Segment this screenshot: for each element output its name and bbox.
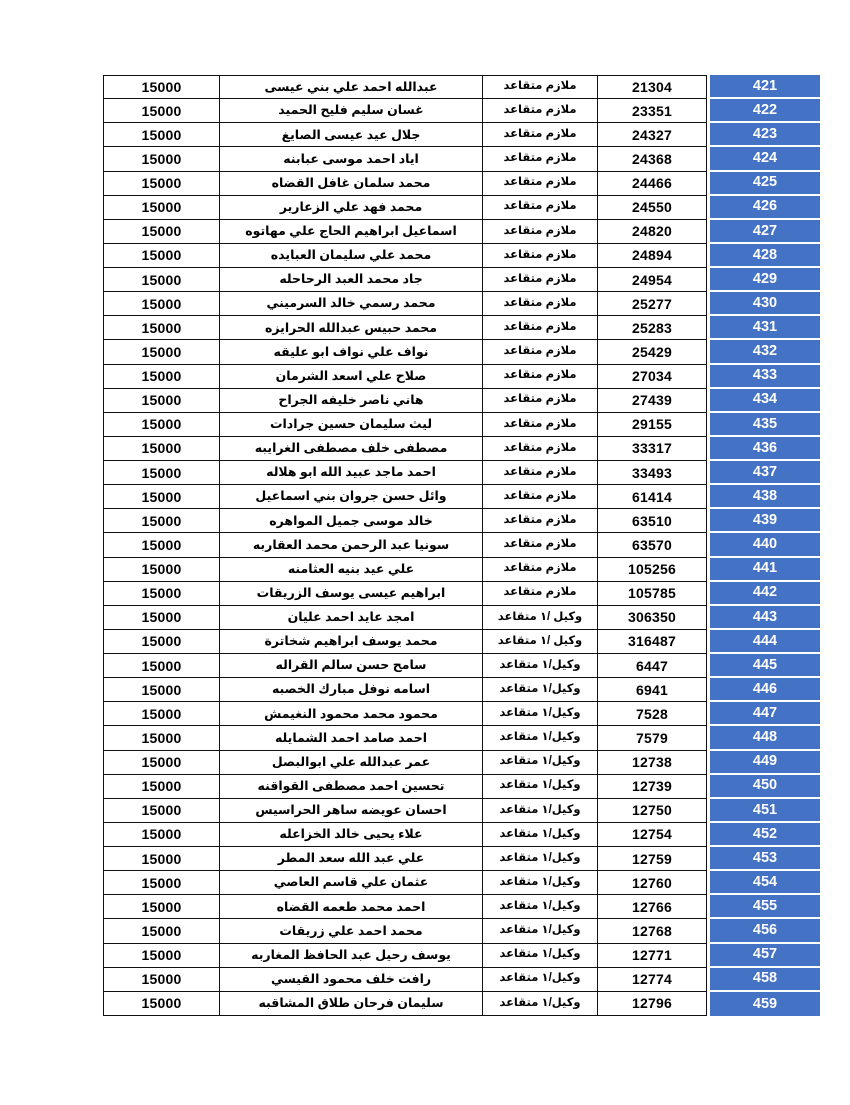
amount-cell: 15000 <box>103 389 219 413</box>
row-index-cell: 433 <box>710 365 820 389</box>
table-row <box>103 389 820 413</box>
rank-cell: وكيل/١ متقاعد <box>482 654 597 678</box>
table-row <box>103 437 820 461</box>
amount-cell: 15000 <box>103 75 219 99</box>
number-cell: 21304 <box>597 75 707 99</box>
row-index-cell: 421 <box>710 75 820 99</box>
rank-cell: وكيل/١ متقاعد <box>482 702 597 726</box>
row-index-cell: 457 <box>710 944 820 968</box>
table-row <box>103 678 820 702</box>
table-row <box>103 606 820 630</box>
rank-cell: ملازم متقاعد <box>482 196 597 220</box>
row-index-cell: 432 <box>710 340 820 364</box>
amount-cell: 15000 <box>103 630 219 654</box>
amount-cell: 15000 <box>103 123 219 147</box>
name-cell: علي عبد الله سعد المطر <box>219 847 482 871</box>
number-cell: 12796 <box>597 992 707 1016</box>
number-cell: 23351 <box>597 99 707 123</box>
number-cell: 12754 <box>597 823 707 847</box>
name-cell: جاد محمد العبد الرحاحله <box>219 268 482 292</box>
amount-cell: 15000 <box>103 726 219 750</box>
amount-cell: 15000 <box>103 847 219 871</box>
row-index-cell: 435 <box>710 413 820 437</box>
amount-cell: 15000 <box>103 799 219 823</box>
amount-cell: 15000 <box>103 99 219 123</box>
rank-cell: ملازم متقاعد <box>482 268 597 292</box>
name-cell: ليث سليمان حسين جرادات <box>219 413 482 437</box>
rank-cell: ملازم متقاعد <box>482 123 597 147</box>
table-row <box>103 944 820 968</box>
row-index-cell: 444 <box>710 630 820 654</box>
amount-cell: 15000 <box>103 678 219 702</box>
number-cell: 27439 <box>597 389 707 413</box>
rank-cell: ملازم متقاعد <box>482 172 597 196</box>
number-cell: 12750 <box>597 799 707 823</box>
table-row <box>103 365 820 389</box>
rank-cell: ملازم متقاعد <box>482 582 597 606</box>
row-index-cell: 426 <box>710 196 820 220</box>
number-cell: 24466 <box>597 172 707 196</box>
row-index-cell: 450 <box>710 775 820 799</box>
table-row <box>103 582 820 606</box>
amount-cell: 15000 <box>103 461 219 485</box>
table-row <box>103 123 820 147</box>
row-index-cell: 440 <box>710 533 820 557</box>
rank-cell: وكيل/١ متقاعد <box>482 968 597 992</box>
row-index-cell: 430 <box>710 292 820 316</box>
rank-cell: ملازم متقاعد <box>482 244 597 268</box>
name-cell: سونيا عبد الرحمن محمد العقاربه <box>219 533 482 557</box>
number-cell: 7579 <box>597 726 707 750</box>
table-row <box>103 461 820 485</box>
amount-cell: 15000 <box>103 340 219 364</box>
amount-cell: 15000 <box>103 172 219 196</box>
name-cell: عثمان علي قاسم العاصي <box>219 871 482 895</box>
row-index-cell: 449 <box>710 751 820 775</box>
rank-cell: ملازم متقاعد <box>482 99 597 123</box>
rank-cell: وكيل/١ متقاعد <box>482 871 597 895</box>
table-row <box>103 871 820 895</box>
amount-cell: 15000 <box>103 196 219 220</box>
number-cell: 24327 <box>597 123 707 147</box>
name-cell: ابراهيم عيسى يوسف الزريقات <box>219 582 482 606</box>
number-cell: 33493 <box>597 461 707 485</box>
row-index-cell: 453 <box>710 847 820 871</box>
retirees-table <box>103 75 820 1016</box>
table-row <box>103 533 820 557</box>
amount-cell: 15000 <box>103 220 219 244</box>
table-row <box>103 292 820 316</box>
row-index-cell: 428 <box>710 244 820 268</box>
table-row <box>103 726 820 750</box>
number-cell: 24820 <box>597 220 707 244</box>
rank-cell: وكيل /١ متقاعد <box>482 630 597 654</box>
name-cell: علي عيد بنيه العثامنه <box>219 558 482 582</box>
amount-cell: 15000 <box>103 437 219 461</box>
number-cell: 27034 <box>597 365 707 389</box>
amount-cell: 15000 <box>103 413 219 437</box>
table-row <box>103 558 820 582</box>
name-cell: محمد يوسف ابراهيم شخاترة <box>219 630 482 654</box>
number-cell: 105256 <box>597 558 707 582</box>
number-cell: 306350 <box>597 606 707 630</box>
row-index-cell: 424 <box>710 147 820 171</box>
row-index-cell: 451 <box>710 799 820 823</box>
name-cell: امجد عايد احمد عليان <box>219 606 482 630</box>
amount-cell: 15000 <box>103 268 219 292</box>
table-row <box>103 702 820 726</box>
row-index-cell: 446 <box>710 678 820 702</box>
number-cell: 24550 <box>597 196 707 220</box>
name-cell: محمد احمد علي زريقات <box>219 919 482 943</box>
name-cell: عبدالله احمد علي بني عيسى <box>219 75 482 99</box>
rank-cell: وكيل/١ متقاعد <box>482 944 597 968</box>
amount-cell: 15000 <box>103 147 219 171</box>
amount-cell: 15000 <box>103 244 219 268</box>
name-cell: احمد محمد طعمه القضاه <box>219 895 482 919</box>
table-row <box>103 751 820 775</box>
rank-cell: وكيل/١ متقاعد <box>482 726 597 750</box>
amount-cell: 15000 <box>103 485 219 509</box>
name-cell: غسان سليم فليح الحميد <box>219 99 482 123</box>
number-cell: 24368 <box>597 147 707 171</box>
name-cell: جلال عيد عيسى الصايغ <box>219 123 482 147</box>
name-cell: مصطفى خلف مصطفى الغرايبه <box>219 437 482 461</box>
rank-cell: وكيل/١ متقاعد <box>482 919 597 943</box>
amount-cell: 15000 <box>103 944 219 968</box>
number-cell: 61414 <box>597 485 707 509</box>
number-cell: 12738 <box>597 751 707 775</box>
amount-cell: 15000 <box>103 365 219 389</box>
number-cell: 12774 <box>597 968 707 992</box>
number-cell: 12766 <box>597 895 707 919</box>
rank-cell: ملازم متقاعد <box>482 558 597 582</box>
table-row <box>103 485 820 509</box>
table-row <box>103 919 820 943</box>
name-cell: محمود محمد محمود النغيمش <box>219 702 482 726</box>
rank-cell: ملازم متقاعد <box>482 509 597 533</box>
amount-cell: 15000 <box>103 509 219 533</box>
row-index-cell: 441 <box>710 558 820 582</box>
name-cell: يوسف رحيل عبد الحافظ المغاربه <box>219 944 482 968</box>
number-cell: 6447 <box>597 654 707 678</box>
table-row <box>103 799 820 823</box>
row-index-cell: 456 <box>710 919 820 943</box>
rank-cell: وكيل/١ متقاعد <box>482 799 597 823</box>
table-row <box>103 316 820 340</box>
table-row <box>103 340 820 364</box>
rank-cell: ملازم متقاعد <box>482 75 597 99</box>
number-cell: 25283 <box>597 316 707 340</box>
number-cell: 29155 <box>597 413 707 437</box>
amount-cell: 15000 <box>103 775 219 799</box>
name-cell: عمر عبدالله علي ابوالبصل <box>219 751 482 775</box>
number-cell: 24894 <box>597 244 707 268</box>
amount-cell: 15000 <box>103 992 219 1016</box>
name-cell: وائل حسن جروان بني اسماعيل <box>219 485 482 509</box>
table-row <box>103 847 820 871</box>
name-cell: محمد علي سليمان العبايده <box>219 244 482 268</box>
table-row <box>103 196 820 220</box>
name-cell: احمد ماجد عبيد الله ابو هلاله <box>219 461 482 485</box>
rank-cell: ملازم متقاعد <box>482 147 597 171</box>
rank-cell: ملازم متقاعد <box>482 340 597 364</box>
rank-cell: وكيل/١ متقاعد <box>482 895 597 919</box>
row-index-cell: 429 <box>710 268 820 292</box>
number-cell: 7528 <box>597 702 707 726</box>
rank-cell: ملازم متقاعد <box>482 365 597 389</box>
name-cell: علاء يحيى خالد الخزاعله <box>219 823 482 847</box>
number-cell: 25429 <box>597 340 707 364</box>
rank-cell: ملازم متقاعد <box>482 461 597 485</box>
amount-cell: 15000 <box>103 895 219 919</box>
name-cell: خالد موسى جميل المواهره <box>219 509 482 533</box>
row-index-cell: 422 <box>710 99 820 123</box>
name-cell: هاني ناصر خليفه الجراح <box>219 389 482 413</box>
number-cell: 12759 <box>597 847 707 871</box>
row-index-cell: 458 <box>710 968 820 992</box>
name-cell: محمد فهد علي الزعارير <box>219 196 482 220</box>
table-row <box>103 75 820 99</box>
number-cell: 6941 <box>597 678 707 702</box>
name-cell: صلاح علي اسعد الشرمان <box>219 365 482 389</box>
rank-cell: وكيل/١ متقاعد <box>482 751 597 775</box>
number-cell: 316487 <box>597 630 707 654</box>
row-index-cell: 438 <box>710 485 820 509</box>
row-index-cell: 445 <box>710 654 820 678</box>
rank-cell: ملازم متقاعد <box>482 533 597 557</box>
name-cell: تحسين احمد مصطفى القواقنه <box>219 775 482 799</box>
table-row <box>103 630 820 654</box>
rank-cell: وكيل /١ متقاعد <box>482 606 597 630</box>
rank-cell: وكيل/١ متقاعد <box>482 823 597 847</box>
number-cell: 63570 <box>597 533 707 557</box>
rank-cell: وكيل/١ متقاعد <box>482 678 597 702</box>
table-row <box>103 99 820 123</box>
row-index-cell: 448 <box>710 726 820 750</box>
table-row <box>103 413 820 437</box>
amount-cell: 15000 <box>103 582 219 606</box>
number-cell: 12739 <box>597 775 707 799</box>
name-cell: اسماعيل ابراهيم الحاج علي مهاتوه <box>219 220 482 244</box>
name-cell: محمد رسمي خالد السرميني <box>219 292 482 316</box>
row-index-cell: 452 <box>710 823 820 847</box>
table-row <box>103 172 820 196</box>
row-index-cell: 454 <box>710 871 820 895</box>
name-cell: محمد سلمان غافل القضاه <box>219 172 482 196</box>
number-cell: 12760 <box>597 871 707 895</box>
table-row <box>103 992 820 1016</box>
table-row <box>103 968 820 992</box>
rank-cell: ملازم متقاعد <box>482 292 597 316</box>
amount-cell: 15000 <box>103 292 219 316</box>
amount-cell: 15000 <box>103 823 219 847</box>
rank-cell: ملازم متقاعد <box>482 485 597 509</box>
table-row <box>103 268 820 292</box>
row-index-cell: 459 <box>710 992 820 1016</box>
number-cell: 105785 <box>597 582 707 606</box>
amount-cell: 15000 <box>103 316 219 340</box>
row-index-cell: 423 <box>710 123 820 147</box>
rank-cell: وكيل/١ متقاعد <box>482 847 597 871</box>
rank-cell: ملازم متقاعد <box>482 316 597 340</box>
amount-cell: 15000 <box>103 751 219 775</box>
name-cell: سليمان فرحان طلاق المشاقبه <box>219 992 482 1016</box>
amount-cell: 15000 <box>103 533 219 557</box>
name-cell: اسامه نوفل مبارك الخصبه <box>219 678 482 702</box>
table-row <box>103 244 820 268</box>
row-index-cell: 434 <box>710 389 820 413</box>
amount-cell: 15000 <box>103 654 219 678</box>
table-row <box>103 823 820 847</box>
amount-cell: 15000 <box>103 871 219 895</box>
number-cell: 33317 <box>597 437 707 461</box>
rank-cell: وكيل/١ متقاعد <box>482 775 597 799</box>
row-index-cell: 447 <box>710 702 820 726</box>
amount-cell: 15000 <box>103 702 219 726</box>
number-cell: 63510 <box>597 509 707 533</box>
name-cell: سامح حسن سالم القراله <box>219 654 482 678</box>
table-row <box>103 147 820 171</box>
row-index-cell: 439 <box>710 509 820 533</box>
table-row <box>103 654 820 678</box>
amount-cell: 15000 <box>103 606 219 630</box>
table-row <box>103 775 820 799</box>
name-cell: احمد صامد احمد الشمايله <box>219 726 482 750</box>
name-cell: احسان عويضه ساهر الحراسيس <box>219 799 482 823</box>
table-row <box>103 509 820 533</box>
name-cell: محمد حبيس عبدالله الحرايزه <box>219 316 482 340</box>
rank-cell: ملازم متقاعد <box>482 413 597 437</box>
row-index-cell: 436 <box>710 437 820 461</box>
table-row <box>103 220 820 244</box>
table-row <box>103 895 820 919</box>
name-cell: اياد احمد موسى عبابنه <box>219 147 482 171</box>
row-index-cell: 443 <box>710 606 820 630</box>
rank-cell: وكيل/١ متقاعد <box>482 992 597 1016</box>
row-index-cell: 455 <box>710 895 820 919</box>
number-cell: 12768 <box>597 919 707 943</box>
name-cell: رافت خلف محمود القيسي <box>219 968 482 992</box>
row-index-cell: 427 <box>710 220 820 244</box>
rank-cell: ملازم متقاعد <box>482 389 597 413</box>
amount-cell: 15000 <box>103 968 219 992</box>
row-index-cell: 431 <box>710 316 820 340</box>
name-cell: نواف علي نواف ابو عليقه <box>219 340 482 364</box>
number-cell: 12771 <box>597 944 707 968</box>
row-index-cell: 437 <box>710 461 820 485</box>
row-index-cell: 425 <box>710 172 820 196</box>
number-cell: 24954 <box>597 268 707 292</box>
amount-cell: 15000 <box>103 919 219 943</box>
number-cell: 25277 <box>597 292 707 316</box>
rank-cell: ملازم متقاعد <box>482 220 597 244</box>
rank-cell: ملازم متقاعد <box>482 437 597 461</box>
row-index-cell: 442 <box>710 582 820 606</box>
amount-cell: 15000 <box>103 558 219 582</box>
